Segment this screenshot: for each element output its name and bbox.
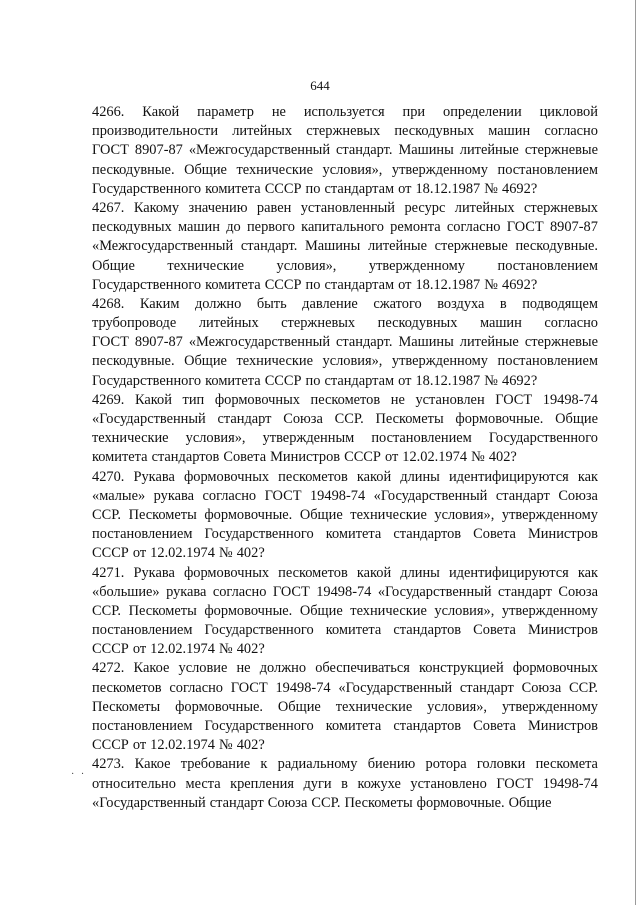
question-line: ГОСТ 8907-87 «Межгосударственный стандарт. Машины литейные стержневые: [92, 334, 598, 351]
question-line: «Межгосударственный стандарт. Машины литейные стержневые пескодувные.: [92, 238, 598, 255]
question-line: пескометов согласно ГОСТ 19498-74 «Государственный стандарт Союза ССР.: [92, 679, 598, 696]
question-line: 4269. Какой тип формовочных пескометов не установлен ГОСТ 19498-74: [92, 391, 598, 408]
question-line: «малые» рукава согласно ГОСТ 19498-74 «Государственный стандарт Союза: [92, 487, 598, 504]
question-line: Государственного комитета СССР по стандартам от 18.12.1987 № 4692?: [92, 276, 538, 293]
page-number: 644: [310, 78, 330, 93]
question-line: «большие» рукава согласно ГОСТ 19498-74 «Государственный стандарт Союза: [92, 583, 598, 600]
question-line: технические условия», утвержденным постановлением Государственного: [92, 430, 598, 447]
question-line: ГОСТ 8907-87 «Межгосударственный стандарт. Машины литейные стержневые: [92, 142, 598, 159]
question-item: [92, 659, 598, 755]
question-line: 4273. Какое требование к радиальному биению ротора головки пескомета: [92, 756, 598, 773]
question-line: СССР от 12.02.1974 № 402?: [92, 737, 265, 754]
question-line: 4266. Какой параметр не используется при определении цикловой: [92, 104, 598, 120]
question-line: Государственного комитета СССР по стандартам от 18.12.1987 № 4692?: [92, 372, 538, 389]
question-line: относительно места крепления дуги в кожухе установлено ГОСТ 19498-74: [92, 775, 598, 792]
question-line: СССР от 12.02.1974 № 402?: [92, 545, 265, 562]
question-line: трубопроводе литейных стержневых пескодувных машин согласно: [92, 315, 598, 332]
question-line: постановлением Государственного комитета стандартов Совета Министров: [92, 718, 598, 734]
question-line: Государственного комитета СССР по стандартам от 18.12.1987 № 4692?: [92, 180, 538, 197]
question-list: [92, 103, 598, 813]
question-line: 4270. Рукава формовочных пескометов какой длины идентифицируются как: [92, 468, 598, 485]
page-edge-line: [635, 0, 636, 905]
question-line: постановлением Государственного комитета стандартов Совета Министров: [92, 622, 598, 639]
question-item: [92, 564, 598, 660]
question-line: СССР от 12.02.1974 № 402?: [92, 641, 265, 658]
question-line: «Государственный стандарт Союза ССР. Пескометы формовочные. Общие: [92, 411, 598, 427]
question-line: «Государственный стандарт Союза ССР. Пескометы формовочные. Общие: [92, 794, 552, 811]
question-item: [92, 199, 598, 295]
question-line: 4267. Какому значению равен установленный ресурс литейных стержневых: [92, 199, 598, 216]
question-line: ССР. Пескометы формовочные. Общие технические условия», утвержденному: [92, 506, 598, 523]
question-line: 4271. Рукава формовочных пескометов какой длины идентифицируются как: [92, 564, 598, 581]
question-line: Общие технические условия», утвержденному постановлением: [92, 257, 598, 274]
question-line: комитета стандартов Совета Министров СССР от 12.02.1974 № 402?: [92, 449, 517, 466]
question-item: [92, 103, 598, 199]
scan-specks: · ·: [71, 769, 87, 780]
question-item: [92, 295, 598, 391]
question-line: постановлением Государственного комитета стандартов Совета Министров: [92, 526, 598, 543]
question-item: [92, 755, 598, 813]
question-line: пескодувные. Общие технические условия», утвержденному постановлением: [92, 161, 598, 178]
question-line: 4268. Каким должно быть давление сжатого воздуха в подводящем: [92, 295, 598, 312]
question-line: пескодувных машин до первого капитального ремонта согласно ГОСТ 8907-87: [92, 219, 598, 236]
question-item: [92, 391, 598, 468]
question-line: пескодувные. Общие технические условия», утвержденному постановлением: [92, 353, 598, 370]
question-line: Пескометы формовочные. Общие технические условия», утвержденному: [92, 698, 598, 715]
question-line: производительности литейных стержневых пескодувных машин согласно: [92, 123, 598, 140]
question-line: 4272. Какое условие не должно обеспечиваться конструкцией формовочных: [92, 660, 598, 677]
question-item: [92, 468, 598, 564]
question-line: ССР. Пескометы формовочные. Общие технические условия», утвержденному: [92, 602, 598, 619]
